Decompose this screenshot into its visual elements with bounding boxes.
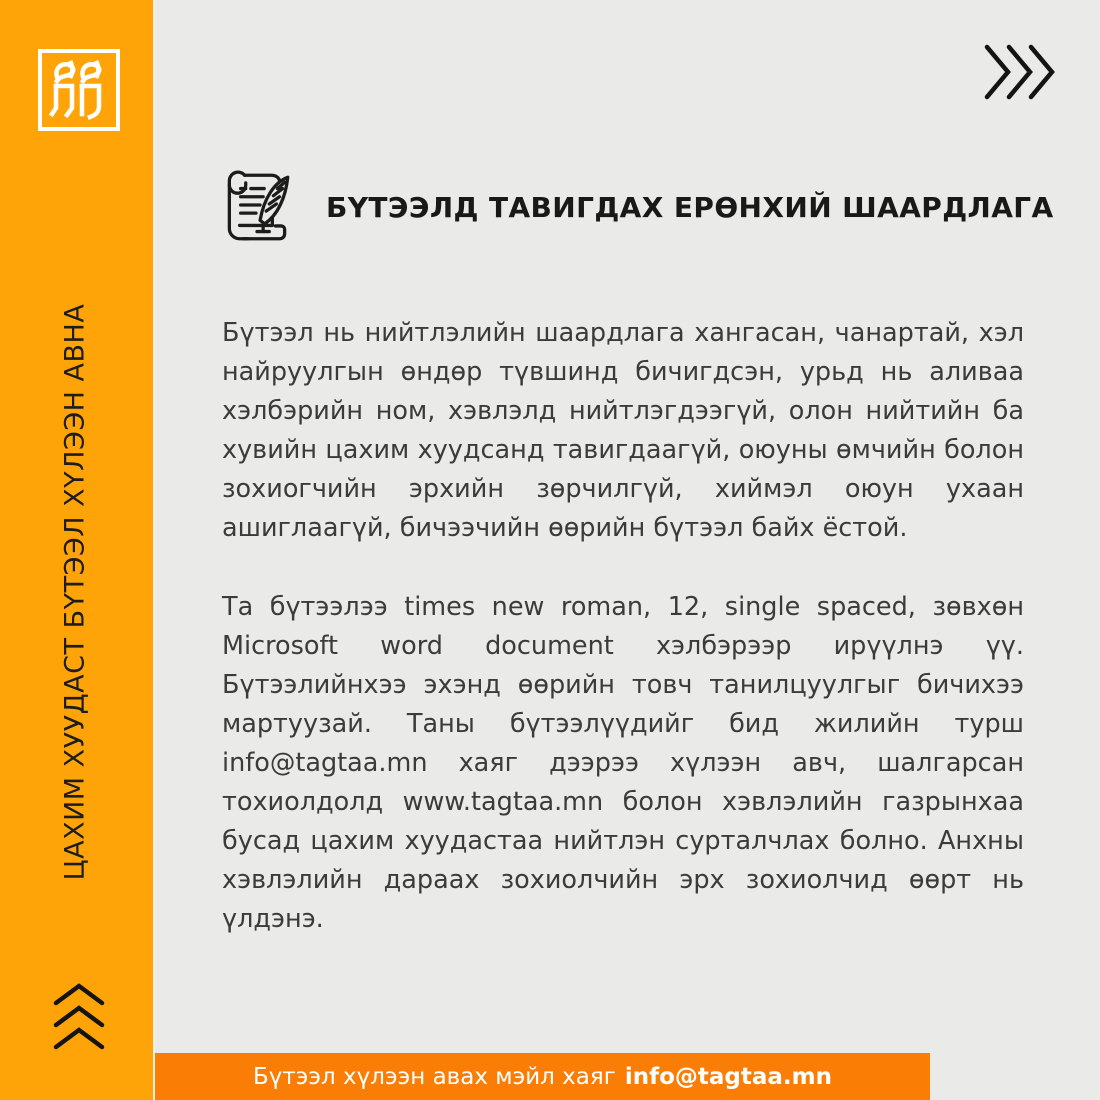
body-text bbox=[222, 314, 1024, 979]
chevrons-right-icon bbox=[984, 44, 1056, 100]
tagtaa-seal-logo-icon bbox=[37, 48, 121, 132]
chevrons-up-icon bbox=[53, 983, 105, 1053]
footer-bar bbox=[155, 1053, 930, 1100]
footer-email: info@tagtaa.mn bbox=[624, 1063, 832, 1090]
scroll-quill-icon bbox=[216, 164, 298, 250]
footer-label: Бүтээл хүлээн авах мэйл хаяг bbox=[253, 1063, 616, 1090]
header bbox=[216, 164, 1054, 250]
sidebar bbox=[0, 0, 155, 1100]
paragraph-submission: Та бүтээлээ times new roman, 12, single spaced, зөвхөн Microsoft word document хэлбэрээр ирүүлнэ үү. Бүтээлийнхээ эхэнд өөрийн товч танилцуулгыг бичихээ мартуузай. Таны бүтээлүүдийг бид жилийн турш info@tagtaa.mn хаяг дээрээ хүлээн авч, шалгарсан тохиолдолд www.tagtaa.mn болон хэвлэлийн газрынхаа бусад цахим хуудастаа нийтлэн сурталчлах болно. Анхны хэвлэлийн дараах зохиолчийн эрх зохиолчид өөрт нь үлдэнэ. bbox=[222, 592, 1024, 934]
tagtaa-logo bbox=[37, 48, 121, 132]
page-title: БҮТЭЭЛД ТАВИГДАХ ЕРӨНХИЙ ШААРДЛАГА bbox=[326, 190, 1054, 224]
paragraph-requirements: Бүтээл нь нийтлэлийн шаардлага хангасан, чанартай, хэл найруулгын өндөр түвшинд бичигдсэн, урьд нь аливаа хэлбэрийн ном, хэвлэлд нийтлэгдээгүй, олон нийтийн ба хувийн цахим хуудсанд тавигдаагүй, оюуны өмчийн болон зохиогчийн эрхийн зөрчилгүй, хиймэл оюун ухаан ашиглаагүй, бичээчийн өөрийн бүтээл байх ёстой. bbox=[222, 318, 1024, 543]
sidebar-vertical-text: ЦАХИМ ХУУДАСТ БҮТЭЭЛ ХҮЛЭЭН АВНА bbox=[59, 303, 91, 881]
